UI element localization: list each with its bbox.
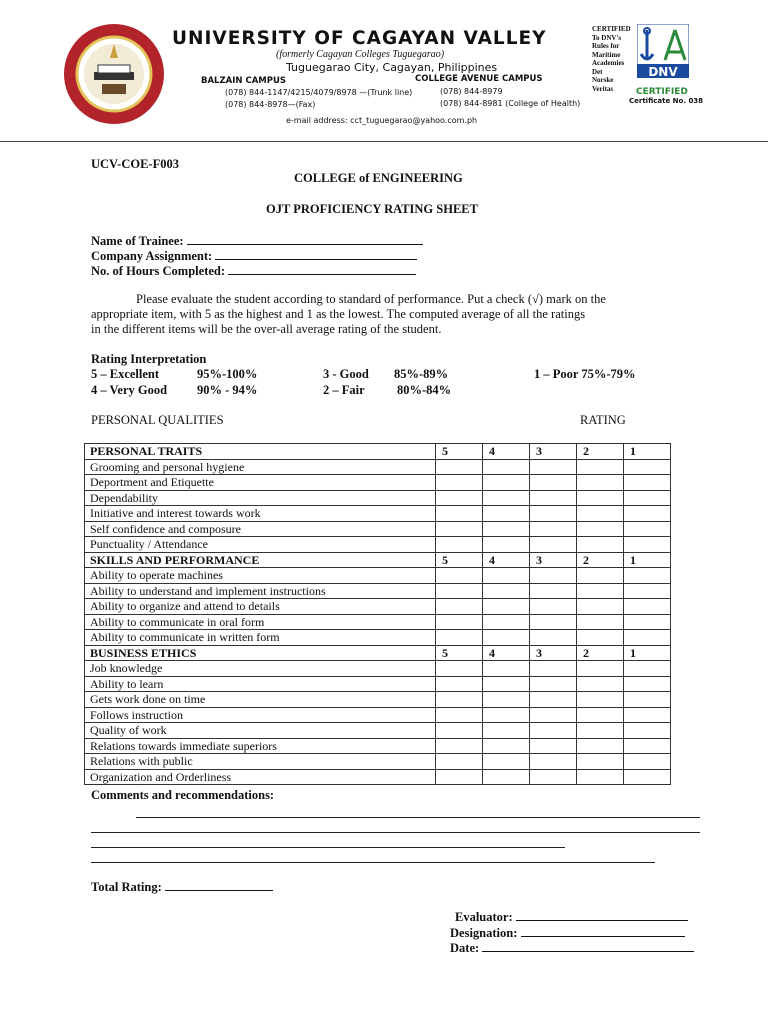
rating-column-header: 5 <box>436 645 483 661</box>
section-header <box>85 552 671 568</box>
rating-cell[interactable] <box>530 459 577 475</box>
rating-cell[interactable] <box>624 738 671 754</box>
rating-cell[interactable] <box>624 521 671 537</box>
trainee-line[interactable] <box>187 232 423 245</box>
rating-cell[interactable] <box>483 707 530 723</box>
campus-right-phone: (078) 844-8979 <box>440 87 503 96</box>
rating-cell[interactable] <box>577 614 624 630</box>
rating-label: RATING <box>580 413 626 427</box>
rating-cell[interactable] <box>530 506 577 522</box>
company-field: Company Assignment: <box>91 247 417 264</box>
rating-cell[interactable] <box>624 723 671 739</box>
svg-text:DNV: DNV <box>648 65 678 79</box>
criterion-label: Ability to communicate in oral form <box>85 614 436 630</box>
rating-cell[interactable] <box>483 769 530 785</box>
rating-cell[interactable] <box>577 583 624 599</box>
rating-cell[interactable] <box>577 568 624 584</box>
criterion-label: Ability to communicate in written form <box>85 630 436 646</box>
rating-cell[interactable] <box>530 583 577 599</box>
rating-cell[interactable] <box>530 676 577 692</box>
rating-3: 3 - Good <box>323 367 369 381</box>
rating-cell[interactable] <box>436 692 483 708</box>
criterion-label: Deportment and Etiquette <box>85 475 436 491</box>
rating-cell[interactable] <box>577 723 624 739</box>
rating-column-header: 3 <box>530 444 577 460</box>
criterion-label: Ability to operate machines <box>85 568 436 584</box>
rating-cell[interactable] <box>577 707 624 723</box>
rating-cell[interactable] <box>624 661 671 677</box>
rating-cell[interactable] <box>436 521 483 537</box>
total-rating-field: Total Rating: <box>91 878 273 895</box>
university-seal <box>62 22 166 126</box>
section-title: PERSONAL TRAITS <box>85 444 436 460</box>
dnv-logo <box>637 24 689 90</box>
rating-cell[interactable] <box>530 707 577 723</box>
rating-cell[interactable] <box>530 521 577 537</box>
rating-cell[interactable] <box>483 692 530 708</box>
hours-line[interactable] <box>228 262 416 275</box>
rating-cell[interactable] <box>483 723 530 739</box>
criterion-label: Quality of work <box>85 723 436 739</box>
rating-column-header: 1 <box>624 645 671 661</box>
rating-cell[interactable] <box>530 614 577 630</box>
instructions-line-2: appropriate item, with 5 as the highest and 1 as the lowest. The computed average of all the ratings <box>91 307 586 321</box>
table-row <box>85 599 671 615</box>
rating-cell[interactable] <box>483 676 530 692</box>
rating-interpretation-heading: Rating Interpretation <box>91 352 207 366</box>
rating-cell[interactable] <box>577 661 624 677</box>
table-row <box>85 521 671 537</box>
date-line[interactable] <box>482 939 694 952</box>
rating-4-range: 90% - 94% <box>197 383 258 397</box>
campus-left-name: BALZAIN CAMPUS <box>201 76 286 86</box>
table-row <box>85 490 671 506</box>
criterion-label: Relations towards immediate superiors <box>85 738 436 754</box>
rating-cell[interactable] <box>577 692 624 708</box>
rating-cell[interactable] <box>436 630 483 646</box>
designation-line[interactable] <box>521 924 685 937</box>
certificate-number: Certificate No. 038 <box>629 97 704 105</box>
table-row <box>85 754 671 770</box>
rating-2: 2 – Fair <box>323 383 365 397</box>
rating-cell[interactable] <box>483 599 530 615</box>
rating-cell[interactable] <box>436 676 483 692</box>
campus-right-health: (078) 844-8981 (College of Health) <box>440 99 581 108</box>
rating-cell[interactable] <box>530 692 577 708</box>
company-line[interactable] <box>215 247 417 260</box>
rating-cell[interactable] <box>530 599 577 615</box>
rating-cell[interactable] <box>577 521 624 537</box>
table-row <box>85 661 671 677</box>
rating-column-header: 5 <box>436 552 483 568</box>
certification-text: CERTIFIED To DNV's Rules for Maritime Academies Det Norske Veritas <box>592 25 631 93</box>
rating-cell[interactable] <box>530 661 577 677</box>
personal-qualities-label: PERSONAL QUALITIES <box>91 413 224 427</box>
rating-cell[interactable] <box>530 723 577 739</box>
date-field: Date: <box>450 939 694 956</box>
criterion-label: Relations with public <box>85 754 436 770</box>
college-name: COLLEGE of ENGINEERING <box>294 171 463 185</box>
criterion-label: Follows instruction <box>85 707 436 723</box>
section-title: SKILLS AND PERFORMANCE <box>85 552 436 568</box>
rating-cell[interactable] <box>436 614 483 630</box>
evaluator-line[interactable] <box>516 908 688 921</box>
rating-cell[interactable] <box>436 568 483 584</box>
rating-cell[interactable] <box>530 630 577 646</box>
rating-column-header: 1 <box>624 444 671 460</box>
rating-cell[interactable] <box>624 537 671 553</box>
table-row <box>85 459 671 475</box>
rating-cell[interactable] <box>577 738 624 754</box>
table-row <box>85 723 671 739</box>
rating-cell[interactable] <box>577 630 624 646</box>
table-row <box>85 583 671 599</box>
rating-5-range: 95%-100% <box>197 367 258 381</box>
rating-2-range: 80%-84% <box>397 383 452 397</box>
rating-column-header: 3 <box>530 645 577 661</box>
trainee-field: Name of Trainee: <box>91 232 423 249</box>
criterion-label: Ability to understand and implement instructions <box>85 583 436 599</box>
rating-cell[interactable] <box>530 754 577 770</box>
criterion-label: Punctuality / Attendance <box>85 537 436 553</box>
table-row <box>85 630 671 646</box>
instructions-line-1: Please evaluate the student according to standard of performance. Put a check (√) mark on the <box>136 292 606 306</box>
table-row <box>85 537 671 553</box>
rating-column-header: 3 <box>530 552 577 568</box>
table-row <box>85 475 671 491</box>
rating-cell[interactable] <box>483 738 530 754</box>
rating-cell[interactable] <box>436 475 483 491</box>
rating-cell[interactable] <box>624 459 671 475</box>
rating-cell[interactable] <box>436 707 483 723</box>
rating-cell[interactable] <box>530 490 577 506</box>
criterion-label: Gets work done on time <box>85 692 436 708</box>
rating-cell[interactable] <box>483 661 530 677</box>
criterion-label: Ability to organize and attend to details <box>85 599 436 615</box>
evaluator-field: Evaluator: <box>455 908 688 925</box>
rating-cell[interactable] <box>624 568 671 584</box>
rating-cell[interactable] <box>436 661 483 677</box>
table-row <box>85 614 671 630</box>
table-row <box>85 676 671 692</box>
rating-cell[interactable] <box>436 769 483 785</box>
rating-cell[interactable] <box>436 459 483 475</box>
table-row <box>85 738 671 754</box>
criterion-label: Initiative and interest towards work <box>85 506 436 522</box>
rating-cell[interactable] <box>483 537 530 553</box>
rating-cell[interactable] <box>483 754 530 770</box>
rating-3-range: 85%-89% <box>394 367 449 381</box>
table-row <box>85 568 671 584</box>
rating-cell[interactable] <box>436 583 483 599</box>
rating-column-header: 5 <box>436 444 483 460</box>
formerly-name: (formerly Cagayan Colleges Tuguegarao) <box>276 49 445 60</box>
section-header <box>85 645 671 661</box>
rating-cell[interactable] <box>624 630 671 646</box>
rating-cell[interactable] <box>530 769 577 785</box>
rating-cell[interactable] <box>624 754 671 770</box>
rating-cell[interactable] <box>624 614 671 630</box>
rating-column-header: 2 <box>577 645 624 661</box>
rating-4: 4 – Very Good <box>91 383 168 397</box>
rating-column-header: 4 <box>483 552 530 568</box>
rating-5: 5 – Excellent <box>91 367 160 381</box>
campus-left-fax: (078) 844-8978—(Fax) <box>225 100 316 109</box>
dnv-certified: CERTIFIED <box>636 87 688 97</box>
rating-cell[interactable] <box>436 537 483 553</box>
table-row <box>85 506 671 522</box>
rating-cell[interactable] <box>483 475 530 491</box>
rating-column-header: 2 <box>577 444 624 460</box>
rating-column-header: 1 <box>624 552 671 568</box>
university-name: UNIVERSITY OF CAGAYAN VALLEY <box>172 28 547 49</box>
hours-field: No. of Hours Completed: <box>91 262 416 279</box>
rating-cell[interactable] <box>624 707 671 723</box>
rating-column-header: 4 <box>483 444 530 460</box>
section-header <box>85 444 671 460</box>
rating-cell[interactable] <box>436 506 483 522</box>
rating-cell[interactable] <box>483 459 530 475</box>
comments-label: Comments and recommendations: <box>91 788 275 802</box>
comment-line-3[interactable] <box>91 847 565 848</box>
criterion-label: Dependability <box>85 490 436 506</box>
rating-cell[interactable] <box>624 692 671 708</box>
criterion-label: Grooming and personal hygiene <box>85 459 436 475</box>
rating-cell[interactable] <box>624 599 671 615</box>
rating-cell[interactable] <box>483 521 530 537</box>
rating-cell[interactable] <box>436 738 483 754</box>
rating-cell[interactable] <box>624 475 671 491</box>
rating-cell[interactable] <box>483 614 530 630</box>
rating-cell[interactable] <box>483 630 530 646</box>
rating-cell[interactable] <box>530 738 577 754</box>
section-title: BUSINESS ETHICS <box>85 645 436 661</box>
rating-cell[interactable] <box>577 676 624 692</box>
rating-cell[interactable] <box>530 568 577 584</box>
rating-cell[interactable] <box>577 769 624 785</box>
comment-line-4[interactable] <box>91 862 655 863</box>
total-rating-line[interactable] <box>165 878 273 891</box>
rating-cell[interactable] <box>483 568 530 584</box>
rating-cell[interactable] <box>624 506 671 522</box>
rating-cell[interactable] <box>624 676 671 692</box>
header-divider <box>0 141 768 142</box>
rating-cell[interactable] <box>530 537 577 553</box>
rating-cell[interactable] <box>530 475 577 491</box>
table-row <box>85 692 671 708</box>
rating-cell[interactable] <box>436 723 483 739</box>
university-address: Tuguegarao City, Cagayan, Philippines <box>286 61 498 74</box>
rating-cell[interactable] <box>577 475 624 491</box>
table-row <box>85 769 671 785</box>
rating-cell[interactable] <box>577 754 624 770</box>
rating-cell[interactable] <box>577 599 624 615</box>
criterion-label: Job knowledge <box>85 661 436 677</box>
rating-table <box>84 443 671 785</box>
email-address: e-mail address: cct_tuguegarao@yahoo.com.ph <box>286 116 478 125</box>
rating-cell[interactable] <box>483 506 530 522</box>
rating-cell[interactable] <box>577 459 624 475</box>
rating-1: 1 – Poor 75%-79% <box>534 367 636 381</box>
rating-cell[interactable] <box>483 583 530 599</box>
campus-left-phone: (078) 844-1147/4215/4079/8978 —(Trunk line) <box>225 88 413 97</box>
rating-cell[interactable] <box>436 754 483 770</box>
form-title: OJT PROFICIENCY RATING SHEET <box>266 202 478 216</box>
rating-column-header: 2 <box>577 552 624 568</box>
designation-field: Designation: <box>450 924 685 941</box>
rating-cell[interactable] <box>436 490 483 506</box>
criterion-label: Ability to learn <box>85 676 436 692</box>
rating-cell[interactable] <box>624 583 671 599</box>
comment-line-2[interactable] <box>91 832 700 833</box>
criterion-label: Organization and Orderliness <box>85 769 436 785</box>
rating-cell[interactable] <box>436 599 483 615</box>
table-row <box>85 707 671 723</box>
rating-cell[interactable] <box>624 490 671 506</box>
rating-cell[interactable] <box>577 490 624 506</box>
rating-column-header: 4 <box>483 645 530 661</box>
comment-line-1[interactable] <box>136 817 700 818</box>
instructions-line-3: in the different items will be the over-all average rating of the student. <box>91 322 442 336</box>
rating-cell[interactable] <box>577 537 624 553</box>
form-code: UCV-COE-F003 <box>91 157 179 171</box>
rating-cell[interactable] <box>624 769 671 785</box>
rating-cell[interactable] <box>483 490 530 506</box>
campus-right-name: COLLEGE AVENUE CAMPUS <box>415 74 543 84</box>
criterion-label: Self confidence and composure <box>85 521 436 537</box>
rating-cell[interactable] <box>577 506 624 522</box>
